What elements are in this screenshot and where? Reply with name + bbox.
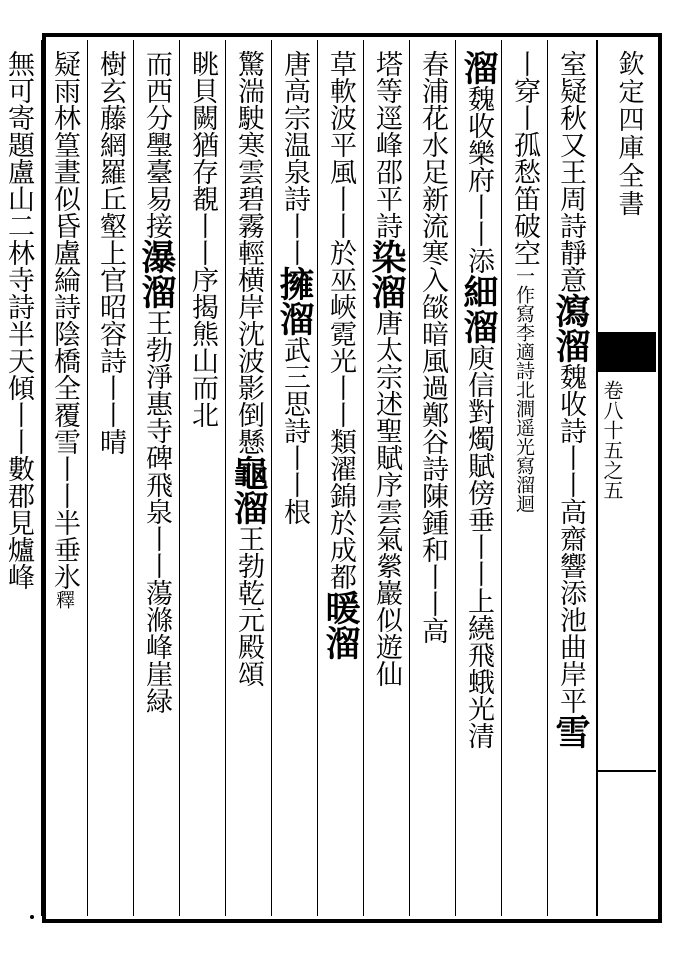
text-segment: 魏收詩丨丨高齋響添池曲岸平 bbox=[555, 363, 586, 714]
text-column bbox=[179, 40, 225, 916]
text-segment: 驚湍駛寒雲碧霧輕 bbox=[233, 50, 264, 266]
entry-heading: 暖溜 bbox=[320, 590, 361, 660]
text-segment: 唐太宗述聖賦序雲氣縈巖似遊仙 bbox=[371, 309, 402, 687]
text-column bbox=[225, 40, 271, 916]
text-segment: 而西分璺臺易接 bbox=[141, 50, 172, 239]
text-column bbox=[409, 40, 455, 916]
text-column bbox=[133, 40, 179, 916]
header-divider bbox=[598, 770, 656, 772]
entry-heading: 龜溜 bbox=[228, 455, 269, 525]
text-column bbox=[317, 40, 363, 916]
text-column bbox=[87, 40, 133, 916]
volume-number: 卷八十五之五 bbox=[600, 380, 624, 500]
text-segment: 唐高宗温泉詩丨丨 bbox=[279, 50, 310, 266]
text-segment: 眺貝闕猶存覩丨丨 bbox=[187, 50, 218, 266]
text-column bbox=[271, 40, 317, 916]
entry-heading: 溜 bbox=[458, 50, 499, 85]
text-segment: 於巫峽霓光丨丨類濯錦於成都 bbox=[325, 239, 356, 590]
text-segment: 横岸沈波影倒懸 bbox=[233, 266, 264, 455]
text-segment: 樹玄藤網羅丘壑上官昭容詩丨丨晴 bbox=[95, 50, 126, 455]
text-segment: 寒入燄暗風過鄭谷詩陳鍾和丨丨高 bbox=[417, 239, 448, 644]
text-column bbox=[363, 40, 409, 916]
header-column bbox=[596, 40, 656, 916]
entry-heading: 雪 bbox=[550, 714, 591, 749]
entry-heading: 擁溜 bbox=[274, 266, 315, 336]
entry-heading: 瀉溜 bbox=[550, 293, 591, 363]
book-title: 欽定四庫全書 bbox=[614, 50, 644, 218]
text-segment: 王勃乾元殿頌 bbox=[233, 525, 264, 687]
text-segment: 庾信對燭賦傍垂丨丨上繞飛蛾光清 bbox=[463, 344, 494, 749]
text-segment: 疑雨林篁晝似昏盧綸詩陰橋全覆雪丨丨半垂氷 bbox=[49, 50, 80, 590]
text-segment: 一作寫李適詩北澗遥光寫溜迴 bbox=[513, 266, 535, 513]
text-segment: 釋 bbox=[53, 590, 75, 609]
text-segment: 魏收樂府丨丨添 bbox=[463, 85, 494, 274]
text-segment: 丨穿丨孤愁笛破空 bbox=[509, 50, 540, 266]
text-segment: 春浦花水足新流 bbox=[417, 50, 448, 239]
entry-heading: 細溜 bbox=[458, 274, 499, 344]
text-column bbox=[501, 40, 547, 916]
entry-heading: 瀑溜 bbox=[136, 239, 177, 309]
text-segment: 塔等逕峰邵平詩 bbox=[371, 50, 402, 239]
text-segment: 武三思詩丨丨根 bbox=[279, 336, 310, 525]
margin-dot bbox=[30, 915, 34, 919]
text-column bbox=[455, 40, 501, 916]
text-column bbox=[41, 40, 87, 916]
entry-heading: 染溜 bbox=[366, 239, 407, 309]
text-segment: 草軟波平風丨丨 bbox=[325, 50, 356, 239]
text-column bbox=[0, 40, 41, 916]
text-segment: 無可寄題盧山二林寺詩半天傾丨丨數郡見爐峰 bbox=[3, 50, 34, 590]
text-segment: 室疑秋又王周詩靜意 bbox=[555, 50, 586, 293]
fishtail-mark bbox=[598, 332, 656, 372]
text-body bbox=[3, 40, 593, 916]
text-column bbox=[547, 40, 593, 916]
text-segment: 序揭熊山而北 bbox=[187, 266, 218, 428]
text-segment: 王勃淨惠寺碑飛泉丨丨蕩滌峰崖緑 bbox=[141, 309, 172, 714]
